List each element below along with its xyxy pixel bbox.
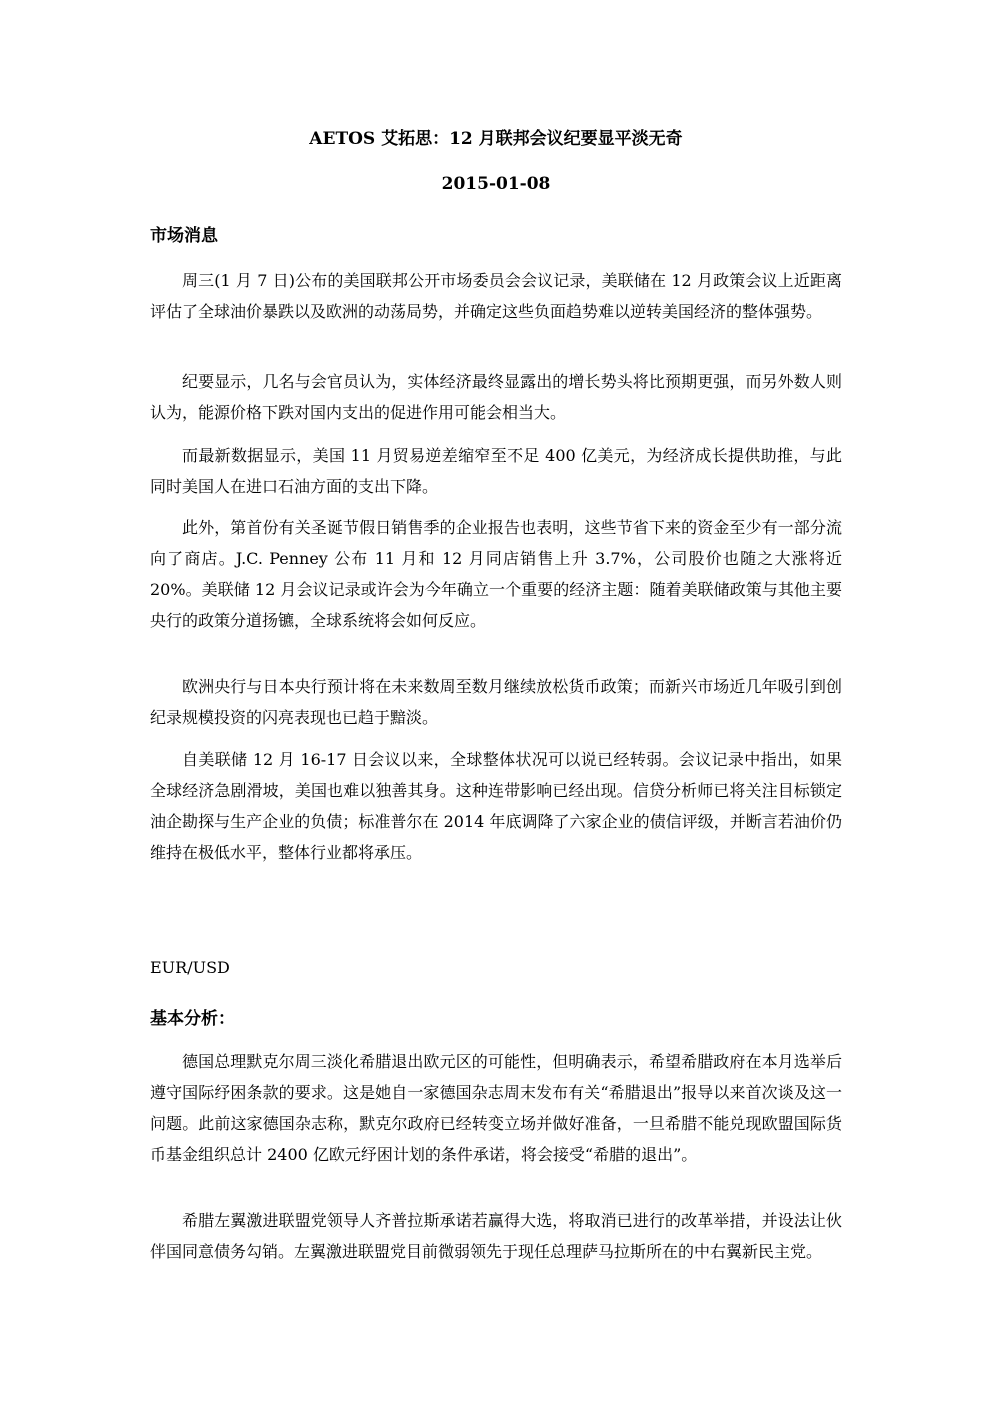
paragraph: 而最新数据显示，美国 11 月贸易逆差缩窄至不足 400 亿美元，为经济成长提供助推，与此同时美国人在进口石油方面的支出下降。 [150,446,842,496]
paragraph: 此外，第首份有关圣诞节假日销售季的企业报告也表明，这些节省下来的资金至少有一部分流向了商店。J.C. Penney 公布 11 月和 12 月同店销售上升 3.7%，公司股价也随之大涨将近 20%。美联储 12 月会议记录或许会为今年确立一个重要的经济主题：随着美联储政策与其他主要央行的政策分道扬镳，全球系统将会如何反应。 [150,518,842,630]
paragraph: 希腊左翼激进联盟党领导人齐普拉斯承诺若赢得大选，将取消已进行的改革举措，并设法让伙伴国同意债务勾销。左翼激进联盟党目前微弱领先于现任总理萨马拉斯所在的中右翼新民主党。 [150,1211,842,1261]
currency-pair-label: EUR/USD [150,958,230,977]
paragraph: 德国总理默克尔周三淡化希腊退出欧元区的可能性，但明确表示，希望希腊政府在本月选举后遵守国际纾困条款的要求。这是她自一家德国杂志周末发布有关“希腊退出”报导以来首次谈及这一问题。此前这家德国杂志称，默克尔政府已经转变立场并做好准备，一旦希腊不能兑现欧盟国际货币基金组织总计 2400 亿欧元纾困计划的条件承诺，将会接受“希腊的退出”。 [150,1052,842,1164]
document-date: 2015-01-08 [441,174,551,194]
paragraph: 纪要显示，几名与会官员认为，实体经济最终显露出的增长势头将比预期更强，而另外数人则认为，能源价格下跌对国内支出的促进作用可能会相当大。 [150,372,842,422]
paragraph: 欧洲央行与日本央行预计将在未来数周至数月继续放松货币政策；而新兴市场近几年吸引到创纪录规模投资的闪亮表现也已趋于黯淡。 [150,677,842,727]
document-title: AETOS 艾拓思：12 月联邦会议纪要显平淡无奇 [309,129,683,149]
paragraph: 周三(1 月 7 日)公布的美国联邦公开市场委员会会议记录，美联储在 12 月政策会议上近距离评估了全球油价暴跌以及欧洲的动荡局势，并确定这些负面趋势难以逆转美国经济的整体强势。 [150,271,842,321]
section-heading-market-news: 市场消息 [150,226,218,246]
section-heading-fundamental: 基本分析： [150,1009,235,1029]
paragraph: 自美联储 12 月 16-17 日会议以来，全球整体状况可以说已经转弱。会议记录中指出，如果全球经济急剧滑坡，美国也难以独善其身。这种连带影响已经出现。信贷分析师已将关注目标锁定油企勘探与生产企业的负债；标准普尔在 2014 年底调降了六家企业的债信评级，并断言若油价仍维持在极低水平，整体行业都将承压。 [150,750,842,862]
